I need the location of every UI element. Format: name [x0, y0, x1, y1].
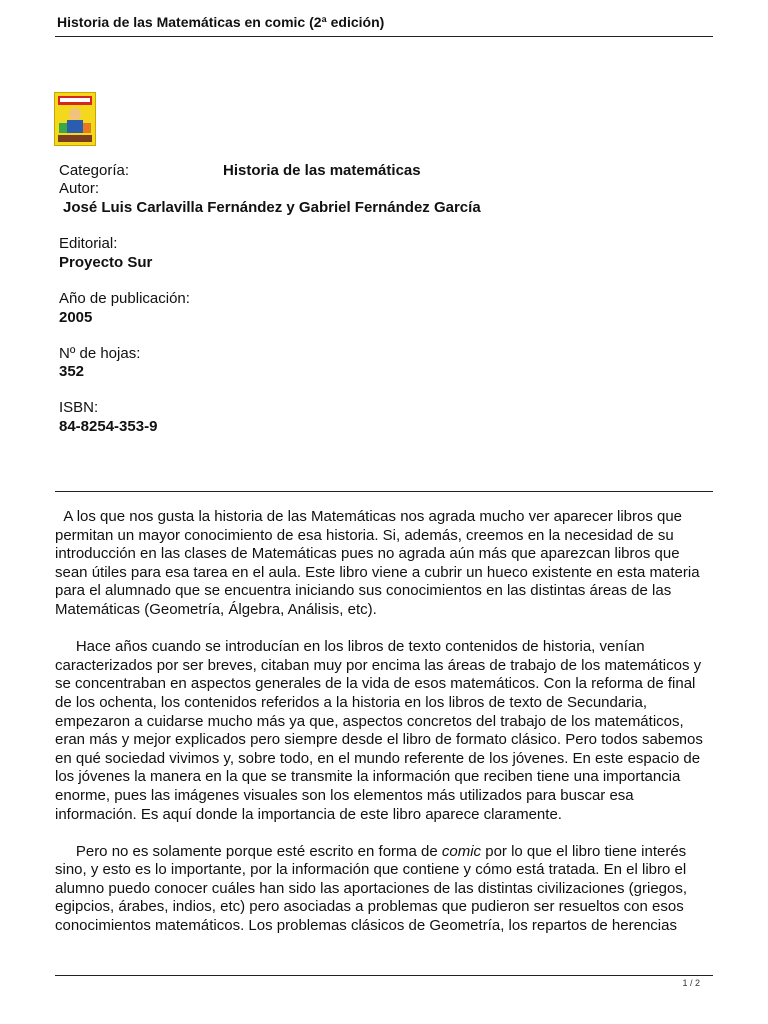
isbn-label: ISBN:: [59, 399, 99, 416]
autor-label: Autor:: [59, 180, 100, 197]
book-cover-image: [54, 92, 96, 146]
paragraph-1: [55, 508, 715, 620]
paragraph-3-text-a: Pero no es solamente porque esté escrito en forma de: [75, 842, 442, 860]
paragraph-3: [55, 843, 715, 936]
editorial-value: Proyecto Sur: [59, 254, 153, 271]
footer-rule: [55, 975, 713, 976]
document-title: Historia de las Matemáticas en comic (2ª edición): [57, 14, 385, 30]
categoria-label: Categoría:: [59, 162, 130, 179]
year-value: 2005: [59, 309, 93, 326]
isbn-value: 84-8254-353-9: [59, 418, 158, 435]
page-number: 1 / 2: [682, 978, 700, 988]
paragraph-2: [55, 638, 715, 824]
editorial-label: Editorial:: [59, 235, 118, 252]
header-rule: [55, 36, 713, 37]
pages-label: Nº de hojas:: [59, 345, 141, 362]
paragraph-3-italic: comic: [441, 842, 482, 860]
section-rule: [55, 491, 713, 492]
pages-value: 352: [59, 363, 85, 380]
autor-value: José Luis Carlavilla Fernández y Gabriel Fernández García: [63, 199, 481, 216]
year-label: Año de publicación:: [59, 290, 190, 307]
paragraph-2-text: Hace años cuando se introducían en los libros de texto contenidos de historia, venían caracterizados por ser breves, citaban muy por encima las áreas de trabajo de los matemáticos y se concentraban en aspectos generales de la vida de esos matemáticos. Con la reforma de final de los ochenta, los contenidos referidos a la historia en los libros de texto de Secundaria, empezaron a cuidarse mucho más ya que, aspectos concretos del trabajo de los matemáticos, eran más y mejor explicados pero siempre desde el libro de formato clásico. Pero todos sabemos en qué sociedad vivimos y, sobre todo, en el mundo referente de los jóvenes. En este espacio de los jóvenes la manera en la que se transmite la información que reciben tiene una importancia enorme, pues las imágenes visuales son los elementos más utilizados para buscar esa información. Es aquí donde la importancia de este libro aparece claramente.: [55, 638, 703, 823]
paragraph-3-text-b: por lo que el libro tiene interés sino, y esto es lo importante, por la información que contiene y cómo está tratada. En el libro el alumno puedo conocer cuáles han sido las aportaciones de las distintas civilizaciones (griegos, egipcios, árabes, indios, etc) pero asociadas a problemas que pudieron ser resueltos con esos conocimientos matemáticos. Los problemas clásicos de Geometría, los repartos de herencias: [55, 842, 688, 935]
paragraph-1-text: A los que nos gusta la historia de las Matemáticas nos agrada mucho ver aparecer libros que permitan un mayor conocimiento de esa historia. Si, además, creemos en la necesidad de su introducción en las clases de Matemáticas pues no agrada aún más que aparezcan libros que sean útiles para esa tarea en el aula. Este libro viene a cubrir un hueco existente en esta materia para el alumnado que se encuentra iniciando sus conocimientos en las distintas áreas de las Matemáticas (Geometría, Álgebra, Análisis, etc).: [55, 508, 700, 618]
body-text: [55, 508, 715, 954]
categoria-value: Historia de las matemáticas: [223, 162, 421, 179]
